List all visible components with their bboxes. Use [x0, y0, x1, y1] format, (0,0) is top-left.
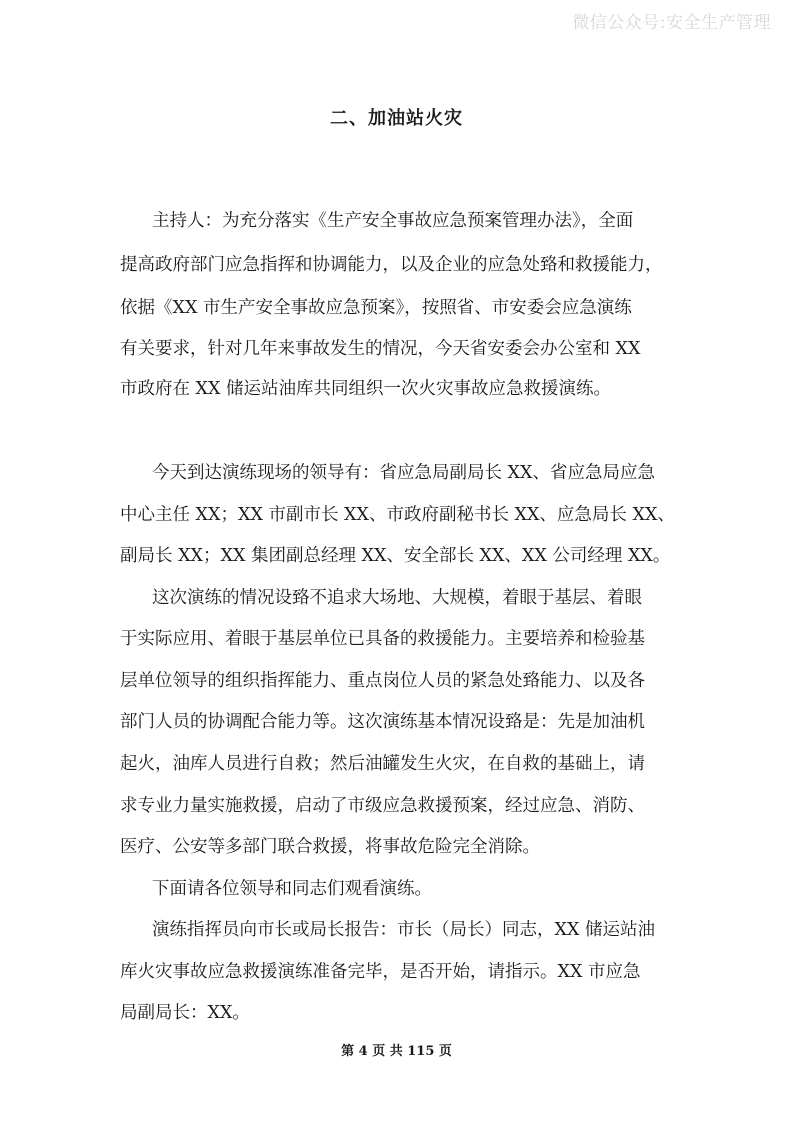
section-title: 二、加油站火灾 [330, 108, 463, 129]
watermark: 微信公众号:安全生产管理 [572, 13, 771, 33]
paragraph-line: 有关要求，针对几年来事故发生的情况，今天省安委会办公室和 XX [120, 339, 641, 359]
paragraph-line: 依据《XX 市生产安全事故应急预案》，按照省、市安委会应急演练 [120, 298, 632, 318]
paragraph-line: 演练指挥员向市长或局长报告：市长（局长）同志，XX 储运站油 [152, 920, 655, 940]
paragraph-line: 市政府在 XX 储运站油库共同组织一次火灾事故应急救援演练。 [120, 379, 612, 399]
paragraph-line: 今天到达演练现场的领导有：省应急局副局长 XX、省应急局应急 [152, 463, 655, 483]
paragraph-line: 于实际应用、着眼于基层单位已具备的救援能力。主要培养和检验基 [120, 629, 645, 649]
paragraph-line: 主持人：为充分落实《生产安全事故应急预案管理办法》，全面 [152, 211, 634, 231]
paragraph-line: 副局长 XX；XX 集团副总经理 XX、安全部长 XX、XX 公司经理 XX。 [120, 546, 671, 566]
paragraph-line: 下面请各位领导和同志们观看演练。 [152, 879, 432, 899]
paragraph-line: 这次演练的情况设臵不追求大场地、大规模，着眼于基层、着眼 [152, 588, 642, 608]
paragraph-line: 部门人员的协调配合能力等。这次演练基本情况设臵是：先是加油机 [120, 712, 645, 732]
paragraph-line: 医疗、公安等多部门联合救援，将事故危险完全消除。 [120, 837, 540, 857]
paragraph-line: 提高政府部门应急指挥和协调能力，以及企业的应急处臵和救援能力， [120, 255, 663, 275]
paragraph-line: 起火，油库人员进行自救；然后油罐发生火灾，在自救的基础上，请 [120, 754, 645, 774]
paragraph-line: 层单位领导的组织指挥能力、重点岗位人员的紧急处臵能力、以及各 [120, 671, 645, 691]
paragraph-line: 求专业力量实施救援，启动了市级应急救援预案，经过应急、消防、 [120, 796, 645, 816]
paragraph-line: 局副局长：XX。 [120, 1003, 250, 1023]
page-footer: 第 4 页 共 115 页 [341, 1044, 452, 1059]
paragraph-line: 中心主任 XX；XX 市副市长 XX、市政府副秘书长 XX、应急局长 XX、 [120, 505, 675, 525]
paragraph-line: 库火灾事故应急救援演练准备完毕，是否开始，请指示。XX 市应急 [120, 962, 641, 982]
